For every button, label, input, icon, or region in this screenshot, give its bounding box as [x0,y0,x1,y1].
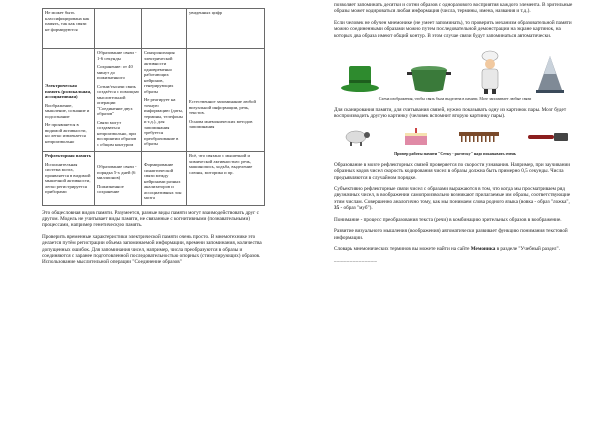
comb-icon [459,130,499,144]
paragraph: Это общесловная видов памяти. Разумеется, разные виды памяти могут взаимодействовать друг с другом. Модель не учитывает виды памяти, не связанные с когнитивными (познавательными) процессами, например генетическую память. [42,209,259,229]
figure-caption: Схема изображения, чтобы связь была выделена в памяти. Мозг запоминает любые связи [378,96,532,102]
table-cell [43,152,95,206]
cell-text: Образование связи - порядка 5-х дней (6 миллионов) [97,164,137,180]
table-cell [142,9,187,49]
text-run: Словарь мнемонических терминов вы можете найти на сайте [334,245,471,252]
cell-text: Связи могут создаваться непроизвольно, при восприятии образов с общим контуром [97,119,137,147]
table-row [43,9,265,49]
bold-number: 35 [334,205,340,212]
paragraph: Если человек не обучен мнемонике (не умеет запоминать), то проверить механизм образовательной памяти можно соединенными образами можно путем последовательной демонстрации на экране картинок, на которых два образа имеют общий контур. В этом случае связи будут запоминаться автоматически. [334,19,572,39]
right-column [334,2,576,263]
cell-text: Исполнительная система мозга, проявляется в видимой мышечной активности, легко регистрируется приборами [45,161,91,194]
paragraph: Развитие визуального мышления (воображения) автоматически развивает функцию понимания текстовой информации. [334,228,568,241]
table-cell [43,9,95,49]
table-cell [95,152,142,206]
paragraph: Проверить временные характеристики электрической памяти очень просто. В мнемотехнике это делается путём регистрации объема запоминаемой информации, времени запоминания, количества допущенных ошибок. Для запоминания чисел, например, числа преобразуются в образы и соединяются с заранее подготовленной последовательностью опорных (стимулирующих) образов. Использование мыслительной операции "Соединение образов" [42,233,262,266]
paragraph: Понимание - процесс преобразования текста (речи) в комбинацию зрительных образов в воображение. [334,216,562,223]
image-row [334,44,576,94]
memory-types-table [42,8,265,206]
paragraph: позволяет запоминать десятки и сотни образов с одноразового восприятия каждого элемента. В зрительные образы может кодироваться любая информация (числа, термины, имена, названия и т.д.). [334,2,573,15]
table-cell [187,152,265,206]
shark-icon [530,54,570,94]
sheep-icon [342,127,372,147]
paragraph [334,186,576,212]
brush-icon [528,130,568,144]
cell-text: Не может быть классифицирована как память, так как связи не формируются [45,10,90,32]
table-cell [187,9,265,49]
cell-text: Естественное запоминание любой визуальной информации, речь, текстов. [189,99,256,115]
green-hat-icon [340,60,380,94]
table-cell [43,49,95,152]
cell-text: Не проявляется в видимой активности, но легко извлекается непроизвольно [45,122,87,144]
image-row [334,125,576,149]
cell-text: Пожизненное сохранение [97,183,124,194]
cell-text: Сохранение: от 40 минут до пожизненного [97,64,133,80]
table-cell [142,152,187,206]
cell-text: увиденных цифр [189,10,222,15]
table-row [43,152,265,206]
table-cell [142,49,187,152]
text-run: в разделе "Учебный раздел". [495,245,560,252]
table-cell [95,9,142,49]
cell-text: Всё, что связано с мышечной и химической активностью: речь, машинопись, ходьба, выделение слюны, моторика и пр. [189,153,253,175]
pot-icon [407,64,451,94]
text-run: Субъективно рефлекторные связи чисел с образами выражаются в том, что когда мы просматриваем ряд двузначных чисел, в воображении самопроизвольно возникают прилагаемые им образы, соответствующие этим числам. Совершенно аналогично тому, как мы понимаем слова родного языка (вовка - образ "ложка", [334,186,571,205]
chef-icon [477,50,503,94]
table-cell [187,49,265,152]
site-link[interactable]: Мемоника [470,245,496,252]
cell-heading: Электрическая память (ролокальная, ассоциативная) [45,83,92,99]
separator-line: ______________ [334,257,378,264]
table-cell [95,49,142,152]
left-column [42,8,264,266]
cell-text: Основа мнемонических методов запоминания [189,118,253,129]
cake-icon [401,127,431,147]
cell-heading: Рефлекторная память [45,153,92,158]
cell-text: Сотни/тысячи связь создаётся с помощью мыслительной операции "Соединение двух образов" [97,83,139,116]
figure-caption: Пример работы памяти "Сетку - расческу" надо показывать очень [394,150,516,156]
paragraph [334,246,576,252]
table-row [43,49,265,152]
cell-text: Образование связи - 1-6 секунды [97,50,137,61]
paragraph: Образование в мозге рефлекторных связей проверяется по скорости узнавания. Например, при заучивании образных кодов чисел скорость кодирования чисел в образы должна быть примерно 0,5 секунды. Числа предъявляются в случайном порядке. [334,161,571,181]
cell-text: Формирование синаптической связи между нейронами разных анализаторов и ассоциативных зон мозга [144,162,182,200]
cell-text: Воображение, мышление, сознание и подсознание [45,102,90,119]
text-run: - образ "муб"). [339,205,373,212]
cell-text: Не реагирует на точную информацию (даты, термины, телефоны и т.д.), для запоминания требуется преобразование в образы [144,97,183,146]
paragraph: Для сканирования памяти, для считывания связей, нужно показывать одну из картинок пары. Мозг будет воспроизводить другую картинку (человек вспомнит вторую картинку пары). [334,107,567,120]
cell-text: Синхронизация электрической активности одновременно работающих нейронов, генерирующих образы [144,50,175,94]
